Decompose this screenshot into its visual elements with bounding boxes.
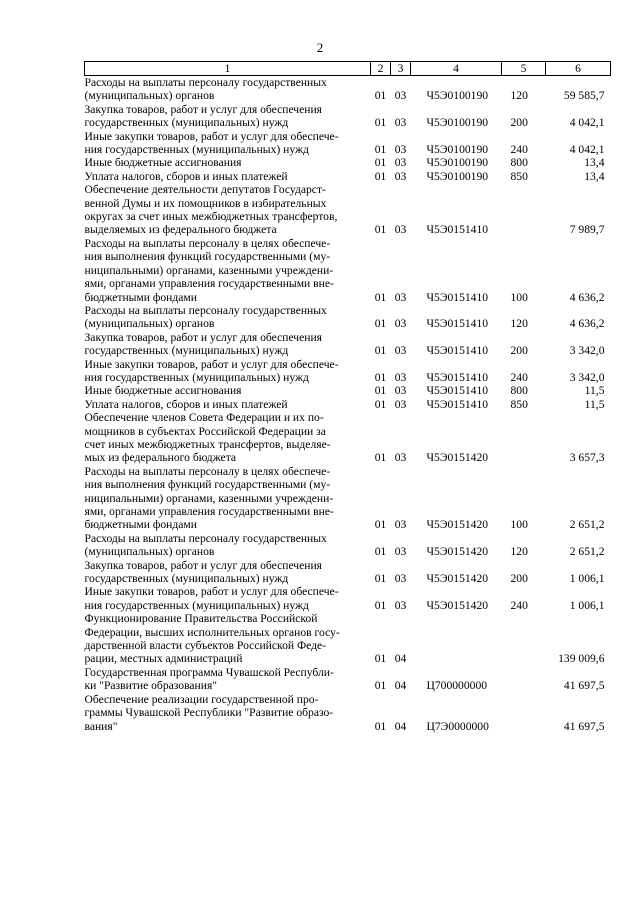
row-name: Обеспечение реализации государственной про- граммы Чувашской Республики "Развитие образо- вания" (84, 692, 334, 733)
row-expense-type: 850 (510, 169, 528, 183)
row-expense-type: 200 (510, 344, 528, 358)
row-section: 01 (374, 223, 387, 237)
row-name: Расходы на выплаты персоналу в целях обеспече- ния выполнения функций государственными (му- ниципальными) органами, казенными учреждени- ями, органами управления государственными вне- бюджетными фондами (84, 464, 334, 532)
row-name: Иные закупки товаров, работ и услуг для обеспече- ния государственных (муниципальных) нужд (84, 585, 339, 612)
row-section: 01 (374, 169, 387, 183)
row-subsection: 03 (394, 545, 407, 559)
row-subsection: 03 (394, 370, 407, 384)
row-target-article: Ч5Э0100190 (426, 169, 489, 183)
row-expense-type (502, 693, 546, 733)
row-target-article: Ч5Э0151410 (426, 370, 489, 384)
row-subsection: 03 (394, 572, 407, 586)
row-section: 01 (374, 451, 387, 465)
row-target-article: Ч5Э0100190 (426, 116, 489, 130)
row-subsection: 04 (394, 652, 407, 666)
row-target-article: Ц7Э0000000 (426, 719, 489, 733)
column-header-subsection: 3 (391, 62, 411, 76)
row-subsection: 03 (394, 169, 407, 183)
row-amount: 13,4 (584, 156, 605, 170)
row-name: Обеспечение членов Совета Федерации и их по- мощников в субъектах Российской Федерации за счет иных межбюджетных трансфертов, выделяе- мых из федерального бюджета (84, 411, 331, 465)
row-amount: 2 651,2 (569, 545, 605, 559)
row-expense-type: 240 (510, 370, 528, 384)
row-expense-type: 800 (510, 156, 528, 170)
table-row (85, 130, 611, 157)
column-header-section: 2 (371, 62, 391, 76)
table-row (85, 585, 611, 612)
row-section: 01 (374, 545, 387, 559)
row-name: Расходы на выплаты персоналу в целях обеспече- ния выполнения функций государственными (му- ниципальными) органами, казенными учреждени- ями, органами управления государственными вне- бюджетными фондами (84, 236, 334, 304)
row-name: Государственная программа Чувашской Республи- ки "Развитие образования" (84, 665, 334, 693)
row-name: Иные бюджетные ассигнования (84, 384, 242, 398)
row-name: Уплата налогов, сборов и иных платежей (84, 397, 288, 411)
row-amount: 4 636,2 (569, 317, 605, 331)
table-row (85, 304, 611, 331)
table-row (85, 183, 611, 237)
row-section: 01 (374, 116, 387, 130)
row-amount: 41 697,5 (563, 719, 605, 733)
row-amount: 11,5 (584, 397, 605, 411)
row-target-article: Ц700000000 (426, 679, 488, 693)
column-header-target-article: 4 (411, 62, 502, 76)
page-number: 2 (316, 40, 324, 55)
row-subsection: 03 (394, 518, 407, 532)
table-row (85, 103, 611, 130)
row-expense-type: 120 (510, 317, 528, 331)
table-row (85, 411, 611, 465)
row-amount: 2 651,2 (569, 518, 605, 532)
row-subsection: 04 (394, 719, 407, 733)
row-subsection: 03 (394, 317, 407, 331)
table-row (85, 156, 611, 169)
row-name: Обеспечение деятельности депутатов Государст- венной Думы и их помощников в избирательных округах за счет иных межбюджетных трансфертов, выделяемых из федерального бюджета (84, 183, 338, 237)
row-amount: 4 636,2 (569, 290, 605, 304)
row-subsection: 03 (394, 344, 407, 358)
table-row (85, 384, 611, 397)
row-target-article: Ч5Э0151420 (426, 451, 489, 465)
row-name: Иные бюджетные ассигнования (84, 156, 242, 170)
row-target-article (411, 612, 502, 666)
row-target-article: Ч5Э0151410 (426, 223, 489, 237)
row-amount: 11,5 (584, 384, 605, 398)
row-expense-type: 100 (510, 518, 528, 532)
row-expense-type: 240 (510, 598, 528, 612)
table-row (85, 170, 611, 183)
row-subsection: 03 (394, 290, 407, 304)
table-row (85, 465, 611, 532)
row-subsection: 03 (394, 598, 407, 612)
row-target-article: Ч5Э0151410 (426, 317, 489, 331)
row-target-article: Ч5Э0151410 (426, 290, 489, 304)
row-amount: 13,4 (584, 169, 605, 183)
column-header-name: 1 (85, 62, 371, 76)
row-subsection: 03 (394, 223, 407, 237)
row-section: 01 (374, 652, 387, 666)
table-row (85, 331, 611, 358)
row-amount: 1 006,1 (569, 598, 605, 612)
row-expense-type: 200 (510, 116, 528, 130)
row-section: 01 (374, 89, 387, 103)
row-expense-type (502, 183, 546, 237)
row-name: Уплата налогов, сборов и иных платежей (84, 169, 288, 183)
row-section: 01 (374, 518, 387, 532)
row-section: 01 (374, 572, 387, 586)
row-target-article: Ч5Э0151410 (426, 344, 489, 358)
row-amount: 139 009,6 (558, 652, 605, 666)
row-section: 01 (374, 143, 387, 157)
row-name: Функционирование Правительства Российской Федерации, высших исполнительных органов госу- дарственной власти субъектов Российской Феде- рации, местных администраций (84, 612, 340, 666)
row-expense-type (502, 666, 546, 693)
table-row (85, 666, 611, 693)
table-row (85, 76, 611, 103)
table-header-row (85, 62, 611, 76)
row-subsection: 03 (394, 451, 407, 465)
row-section: 01 (374, 290, 387, 304)
row-subsection: 04 (394, 679, 407, 693)
row-amount: 3 657,3 (569, 451, 605, 465)
table-row (85, 398, 611, 411)
row-target-article: Ч5Э0151410 (426, 384, 489, 398)
row-expense-type: 120 (510, 89, 528, 103)
row-section: 01 (374, 317, 387, 331)
table-row (85, 358, 611, 385)
row-name: Расходы на выплаты персоналу государственных (муниципальных) органов (84, 303, 327, 331)
row-amount: 7 989,7 (569, 223, 605, 237)
row-name: Закупка товаров, работ и услуг для обеспечения государственных (муниципальных) нужд (84, 102, 323, 130)
row-subsection: 03 (394, 384, 407, 398)
row-name: Иные закупки товаров, работ и услуг для обеспече- ния государственных (муниципальных) нужд (84, 357, 339, 384)
row-section: 01 (374, 598, 387, 612)
row-subsection: 03 (394, 156, 407, 170)
row-expense-type: 800 (510, 384, 528, 398)
table-row (85, 532, 611, 559)
table-row (85, 693, 611, 733)
row-target-article: Ч5Э0100190 (426, 143, 489, 157)
row-name: Закупка товаров, работ и услуг для обеспечения государственных (муниципальных) нужд (84, 330, 323, 358)
row-expense-type: 240 (510, 143, 528, 157)
row-section: 01 (374, 679, 387, 693)
row-name: Закупка товаров, работ и услуг для обеспечения государственных (муниципальных) нужд (84, 558, 323, 586)
row-amount: 3 342,0 (569, 344, 605, 358)
row-amount: 59 585,7 (563, 89, 605, 103)
row-subsection: 03 (394, 116, 407, 130)
row-expense-type: 850 (510, 397, 528, 411)
row-expense-type (502, 411, 546, 465)
row-subsection: 03 (394, 143, 407, 157)
table-row (85, 612, 611, 666)
row-expense-type: 120 (510, 545, 528, 559)
row-target-article: Ч5Э0151420 (426, 545, 489, 559)
row-name: Расходы на выплаты персоналу государственных (муниципальных) органов (84, 76, 327, 103)
column-header-amount: 6 (546, 62, 611, 76)
table-row (85, 237, 611, 304)
row-target-article: Ч5Э0151420 (426, 518, 489, 532)
row-section: 01 (374, 719, 387, 733)
row-section: 01 (374, 370, 387, 384)
row-target-article: Ч5Э0100190 (426, 89, 489, 103)
row-section: 01 (374, 156, 387, 170)
row-section: 01 (374, 384, 387, 398)
row-expense-type: 200 (510, 572, 528, 586)
row-amount: 3 342,0 (569, 370, 605, 384)
row-section: 01 (374, 344, 387, 358)
row-amount: 4 042,1 (569, 116, 605, 130)
row-amount: 41 697,5 (563, 679, 605, 693)
row-target-article: Ч5Э0151420 (426, 598, 489, 612)
row-expense-type (502, 612, 546, 666)
column-header-expense-type: 5 (502, 62, 546, 76)
row-target-article: Ч5Э0151410 (426, 397, 489, 411)
row-target-article: Ч5Э0100190 (426, 156, 489, 170)
row-target-article: Ч5Э0151420 (426, 572, 489, 586)
row-section: 01 (374, 397, 387, 411)
row-expense-type: 100 (510, 290, 528, 304)
row-amount: 4 042,1 (569, 143, 605, 157)
row-subsection: 03 (394, 397, 407, 411)
row-subsection: 03 (394, 89, 407, 103)
table-body (85, 76, 611, 733)
table-row (85, 559, 611, 586)
row-amount: 1 006,1 (569, 572, 605, 586)
row-name: Расходы на выплаты персоналу государственных (муниципальных) органов (84, 531, 327, 559)
row-name: Иные закупки товаров, работ и услуг для обеспече- ния государственных (муниципальных) нужд (84, 129, 339, 157)
budget-table (84, 61, 611, 733)
